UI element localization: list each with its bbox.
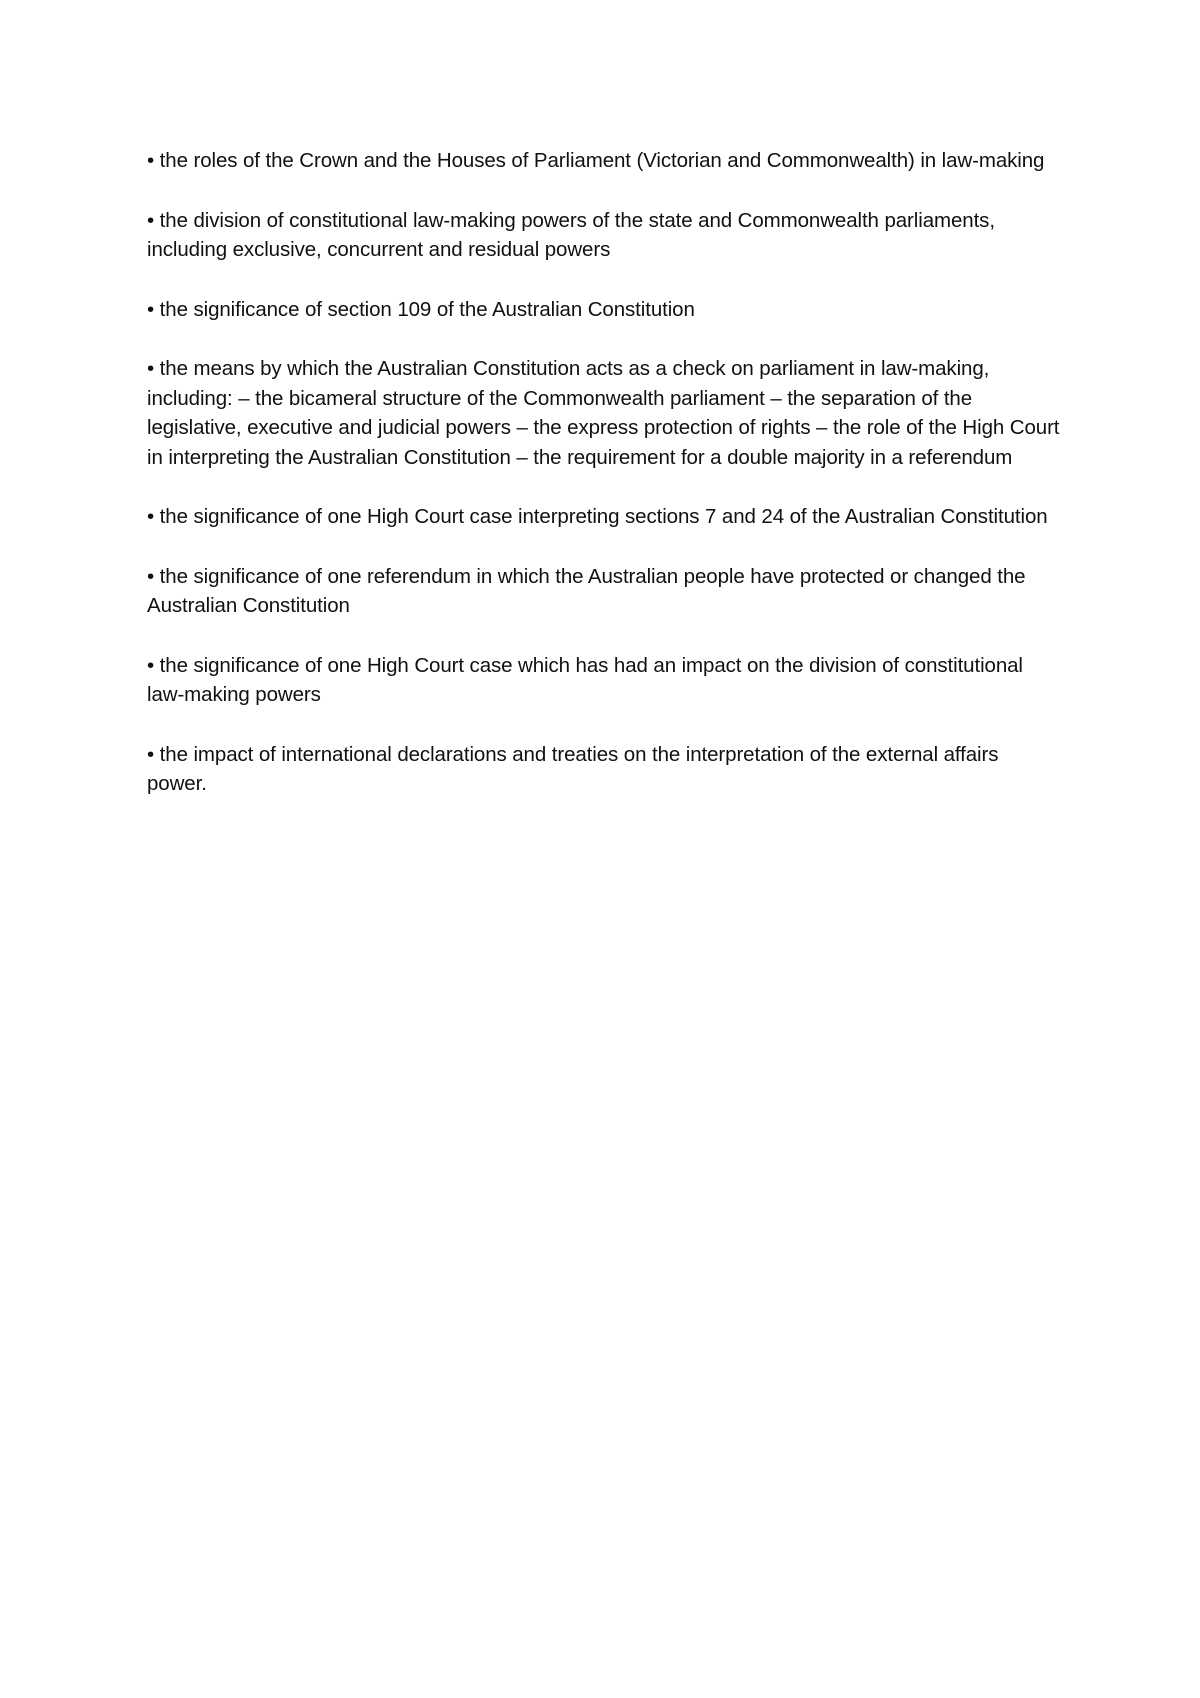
bullet-paragraph-7: • the significance of one High Court case which has had an impact on the division of constitutional law-making powers (147, 653, 1023, 706)
bullet-paragraph-6: • the significance of one referendum in which the Australian people have protected or changed the Australian Constitution (147, 564, 1026, 617)
bullet-paragraph-1: • the roles of the Crown and the Houses of Parliament (Victorian and Commonwealth) in law-making (147, 149, 1045, 172)
bullet-paragraph-5: • the significance of one High Court case interpreting sections 7 and 24 of the Australian Constitution (147, 505, 1048, 528)
bullet-paragraph-2: • the division of constitutional law-making powers of the state and Commonwealth parliaments, including exclusive, concurrent and residual powers (147, 208, 995, 261)
bullet-paragraph-4: • the means by which the Australian Constitution acts as a check on parliament in law-making, including: – the bicameral structure of the Commonwealth parliament – the separation of the legislative, executive and judicial powers – the express protection of rights – the role of the High Court in interpreting the Australian Constitution – the requirement for a double majority in a referendum (147, 357, 1060, 469)
bullet-paragraph-3: • the significance of section 109 of the Australian Constitution (147, 297, 695, 321)
document-body (147, 146, 1062, 829)
bullet-paragraph-8: • the impact of international declarations and treaties on the interpretation of the external affairs power. (147, 742, 999, 795)
